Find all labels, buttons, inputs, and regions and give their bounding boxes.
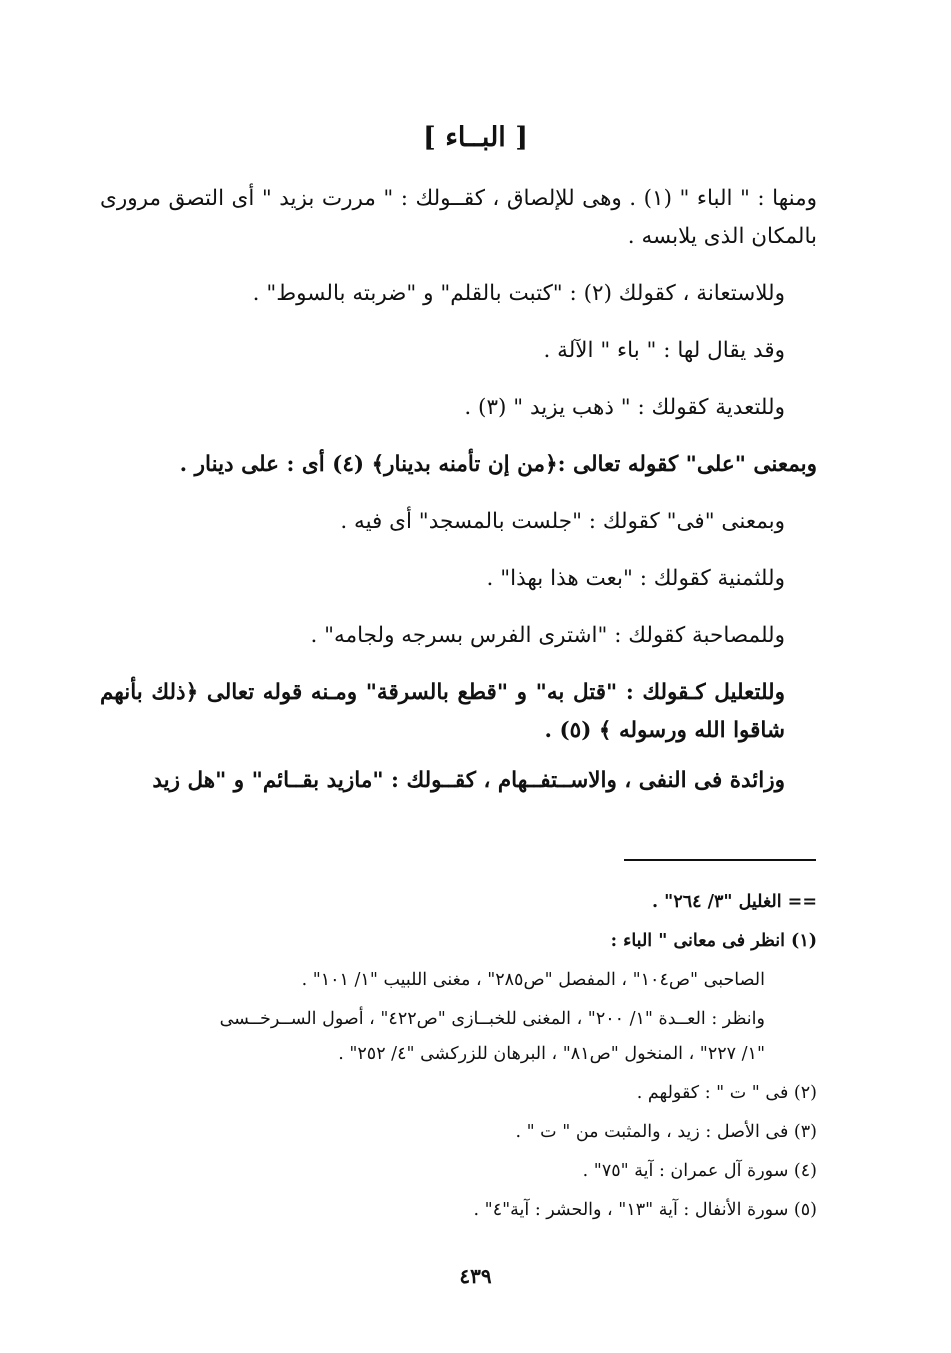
footnote-continued: == الغليل "٣/ ٢٦٤" .	[652, 892, 817, 912]
footnote-2: (٢) فى " ت " : كقولهم .	[636, 1083, 817, 1103]
paragraph-ta-diya: وللتعدية كقولك : " ذهب يزيد " (٣) .	[464, 395, 785, 420]
paragraph-musahaba: وللمصاحبة كقولك : "اشترى الفرس بسرجه ولجامه" .	[310, 623, 785, 648]
footnote-1-line-1: الصاحبى "ص١٠٤" ، المفصل "ص٢٨٥" ، مغنى اللبيب "١/ ١٠١" .	[301, 970, 765, 990]
footnote-1-title: (١) انظر فى معانى " الباء :	[610, 931, 817, 951]
footnote-1-line-3: "١/ ٢٢٧" ، المنخول "ص٨١" ، البرهان للزركشى "٤/ ٢٥٢" .	[338, 1044, 765, 1064]
section-heading: [ البــاء ]	[423, 122, 528, 153]
paragraph-thamaniyya: وللثمنية كقولك : "بعت هذا بهذا" .	[486, 566, 785, 591]
footnote-1-line-2: وانظر : العــدة "١/ ٢٠٠" ، المغنى للخبــازى "ص٤٢٢" ، أصول الســرخــسى	[219, 1009, 765, 1029]
paragraph-ta-lil: وللتعليل كـقولك : "قتل به" و "قطع بالسرقة" ومـنه قوله تعالى ﴿ذلك بأنهم شاقوا الله ورسوله ﴾ (٥) .	[100, 680, 785, 743]
paragraph-bima-na-ala: وبمعنى "على" كقوله تعالى :﴿من إن تأمنه بدينار﴾ (٤) أى : على دينار .	[179, 452, 817, 477]
paragraph-ala: وقد يقال لها : " باء " الآلة .	[543, 338, 785, 363]
paragraph-bima-na-fi: وبمعنى "فى" كقولك : "جلست بالمسجد" أى فيه .	[340, 509, 785, 534]
footnote-4: (٤) سورة آل عمران : آية "٧٥" .	[582, 1161, 817, 1181]
paragraph-za-ida: وزائدة فى النفى ، والاســتفــهام ، كقــولك : "مازيد بقــائم" و "هل زيد	[152, 768, 785, 793]
page-number: ٤٣٩	[459, 1264, 492, 1288]
body-text	[100, 180, 817, 819]
footnotes	[100, 885, 817, 1232]
footnote-3: (٣) فى الأصل : زيد ، والمثبت من " ت " .	[515, 1122, 817, 1142]
footnote-5: (٥) سورة الأنفال : آية "١٣" ، والحشر : آية"٤" .	[473, 1200, 817, 1220]
footnote-separator	[624, 859, 816, 861]
paragraph-isti-ana: وللاستعانة ، كقولك (٢) : "كتبت بالقلم" و "ضربته بالسوط" .	[252, 281, 785, 306]
paragraph-intro: ومنها : " الباء " (١) . وهى للإلصاق ، كقــولك : " مررت بزيد " أى التصق مرورى بالمكان الذى يلابسه .	[100, 186, 817, 249]
